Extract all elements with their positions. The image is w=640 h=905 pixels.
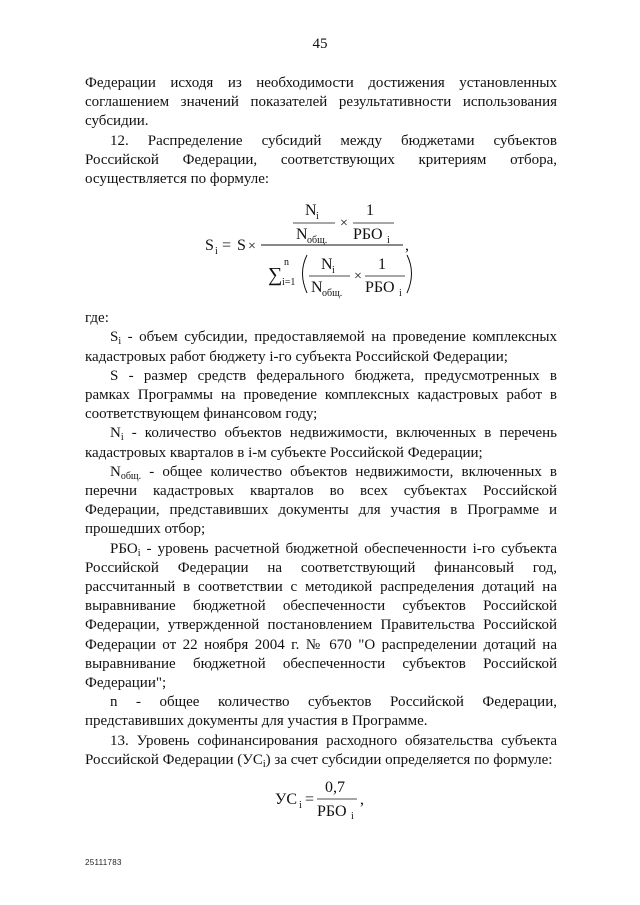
- definition-RBO: $РБО_i$ - уровень расчетной бюджетной обеспеченности i-го субъекта Российской Федерации на соответствующий финансовый год, рассчитанный в соответствии с методикой распределения дотаций на выравнивание бюджетной обеспеченности субъектов Российской Федерации, утвержденной постановлением Правительства Российской Федерации от 22 ноября 2004 г. № 670 "О распределении дотаций на выравнивание бюджетной обеспеченности субъектов Российской Федерации";: [85, 540, 557, 692]
- den-N: N: [321, 256, 333, 274]
- den-RBO-sub: i: [399, 288, 402, 300]
- formula-cofinancing-svg: [85, 776, 557, 820]
- formula-cofinancing: [85, 776, 557, 820]
- right-paren: [407, 255, 412, 293]
- definition-N-i: $N_i$ - количество объектов недвижимости, включенных в перечень кадастровых кварталов в i-м субъекте Российской Федерации;: [85, 425, 557, 461]
- num-N-sub: i: [316, 211, 319, 223]
- den-RBO: РБО: [365, 279, 395, 297]
- where-label: где:: [85, 310, 109, 327]
- num-N-total: N: [296, 226, 308, 244]
- f2-lhs: УС: [275, 791, 297, 809]
- f2-numerator: 0,7: [325, 779, 345, 797]
- den-times: ×: [354, 269, 362, 285]
- document-body: [85, 74, 557, 820]
- paragraph-12: 12. Распределение субсидий между бюджетами субъектов Российской Федерации, соответствующих критериям отбора, осуществляется по формуле:: [85, 132, 557, 188]
- formula-S: S: [237, 237, 246, 255]
- definition-S: S - размер средств федерального бюджета, предусмотренных в рамках Программы на проведение комплексных кадастровых работ в соответствующем финансовом году;: [85, 367, 557, 423]
- den-one: 1: [378, 256, 386, 274]
- num-RBO: РБО: [353, 226, 383, 244]
- page-number: 45: [312, 36, 328, 52]
- f2-lhs-sub: i: [299, 800, 302, 812]
- f2-comma: ,: [360, 791, 364, 809]
- formula-subsidy-svg: [85, 197, 557, 299]
- formula-lhs-sub: i: [215, 246, 218, 258]
- den-N-sub: i: [332, 265, 335, 277]
- formula-eq: =: [222, 237, 232, 255]
- num-RBO-sub: i: [387, 235, 390, 247]
- sigma-sub: i=1: [282, 277, 296, 289]
- num-N-total-sub: общ.: [307, 235, 328, 247]
- definition-S-i: $S_i$ - объем субсидии, предоставляемой на проведение комплексных кадастровых работ бюджету i-го субъекта Российской Федерации;: [85, 329, 557, 365]
- definition-n: n - общее количество субъектов Российской Федерации, представивших документы для участия в Программе.: [85, 694, 557, 730]
- f2-denominator: РБО: [317, 803, 347, 821]
- formula-times-main: ×: [248, 239, 256, 255]
- paragraph-continuation: Федерации исходя из необходимости достижения установленных соглашением значений показателей результативности использования субсидии.: [85, 75, 557, 130]
- sigma: ∑: [268, 264, 283, 287]
- formula-lhs: S: [205, 237, 214, 255]
- den-N-total: N: [311, 279, 323, 297]
- den-N-total-sub: общ.: [322, 288, 343, 300]
- definition-N-total: $N_{общ.}$ - общее количество объектов недвижимости, включенных в перечни кадастровых кварталов во всех субъектах Российской Федерации, представивших документы для участия в Программе и прошедших отбор;: [85, 463, 557, 538]
- num-times: ×: [340, 216, 348, 232]
- paragraph-13: 13. Уровень софинансирования расходного обязательства субъекта Российской Федерации $(УС_i)$ за счет субсидии определяется по формуле:: [85, 732, 557, 770]
- f2-eq: =: [305, 791, 315, 809]
- f2-denominator-sub: i: [351, 811, 354, 821]
- document-code: 25111783: [85, 858, 122, 867]
- formula-comma: ,: [405, 237, 409, 255]
- sigma-sup: n: [284, 257, 289, 269]
- formula-subsidy-distribution: [85, 197, 557, 299]
- num-one: 1: [366, 202, 374, 220]
- left-paren: [303, 255, 308, 293]
- num-N: N: [305, 202, 317, 220]
